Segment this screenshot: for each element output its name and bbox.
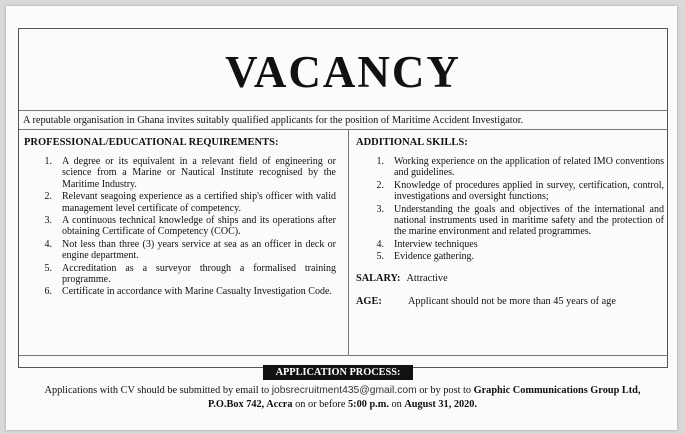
skills-section: [356, 137, 664, 307]
list-item: [24, 156, 342, 190]
vacancy-advert: [6, 6, 677, 430]
list-item: [356, 156, 664, 179]
instructions-deadline-text: on or before: [292, 399, 348, 410]
item-text: Interview techniques: [394, 238, 478, 250]
divider: [19, 355, 667, 356]
divider: [19, 110, 667, 111]
item-text: A continuous technical knowledge of ships and its operations after obtaining Certificate of Competency (COC).: [62, 215, 336, 238]
item-text: Understanding the goals and objectives of the international and national instruments used in maritime safety and the protection of the marine environment and related programmes.: [394, 203, 664, 238]
item-number: 1.: [44, 156, 52, 167]
item-number: 3.: [376, 203, 384, 215]
salary-label: SALARY:: [356, 272, 401, 284]
age-label: AGE:: [356, 295, 382, 307]
requirements-section: [24, 137, 342, 299]
intro-text: A reputable organisation in Ghana invites suitably qualified applicants for the position of Maritime Accident Investigator.: [23, 115, 524, 126]
item-number: 2.: [376, 179, 384, 191]
item-text: Not less than three (3) years service at sea as an officer in deck or engine department.: [62, 238, 336, 262]
column-divider: [348, 129, 349, 356]
salary-row: [356, 273, 664, 284]
item-number: 2.: [44, 191, 52, 203]
item-text: Certificate in accordance with Marine Casualty Investigation Code.: [62, 286, 332, 298]
requirements-heading: PROFESSIONAL/EDUCATIONAL REQUIREMENTS:: [24, 137, 279, 148]
list-item: [356, 239, 664, 250]
divider: [19, 129, 667, 130]
age-value: Applicant should not be more than 45 years of age: [408, 295, 616, 307]
instructions-prefix: Applications with CV should be submitted by email to: [44, 385, 272, 396]
item-number: 5.: [44, 262, 52, 274]
advert-frame: [18, 28, 668, 368]
item-text: Evidence gathering.: [394, 251, 474, 263]
list-item: [24, 215, 342, 238]
item-number: 4.: [376, 238, 384, 250]
deadline-date: August 31, 2020.: [404, 399, 478, 410]
item-number: 6.: [44, 286, 52, 298]
instructions-line-2: [16, 398, 669, 412]
organisation-name: Graphic Communications Group Ltd,: [473, 385, 641, 396]
email-link[interactable]: jobsrecruitment435@gmail.com: [271, 385, 417, 396]
item-number: 5.: [376, 251, 384, 263]
list-item: [24, 191, 342, 214]
list-item: [24, 263, 342, 286]
item-text: Relevant seagoing experience as a certified ship's officer with valid management level certificate of competency.: [62, 191, 336, 214]
list-item: [356, 180, 664, 203]
requirements-list: [24, 156, 342, 298]
item-text: A degree or its equivalent in a relevant field of engineering or science from a Marine or Nautical Institute recognised by the Maritime Industry.: [62, 156, 336, 190]
item-text: Accreditation as a surveyor through a formalised training programme.: [62, 262, 336, 286]
salary-value: Attractive: [406, 272, 448, 284]
list-item: [356, 251, 664, 262]
list-item: [24, 239, 342, 262]
application-process-heading: APPLICATION PROCESS:: [263, 365, 413, 380]
instructions-line-1: [16, 384, 669, 398]
deadline-time: 5:00 p.m.: [348, 399, 389, 410]
instructions-on-text: on: [388, 399, 405, 410]
list-item: [24, 286, 342, 297]
application-instructions: [16, 384, 669, 412]
item-number: 4.: [44, 238, 52, 250]
age-row: [356, 296, 664, 307]
page-title: VACANCY: [225, 47, 461, 97]
item-number: 3.: [44, 215, 52, 227]
item-text: Knowledge of procedures applied in survey, certification, control, investigations and oversight functions;: [394, 179, 664, 203]
postal-address: P.O.Box 742, Accra: [207, 399, 293, 410]
list-item: [356, 204, 664, 238]
item-number: 1.: [376, 156, 384, 167]
skills-list: [356, 156, 664, 263]
item-text: Working experience on the application of related IMO conventions and guidelines.: [394, 156, 664, 179]
instructions-mid: or by post to: [416, 385, 474, 396]
skills-heading: ADDITIONAL SKILLS:: [356, 137, 468, 148]
